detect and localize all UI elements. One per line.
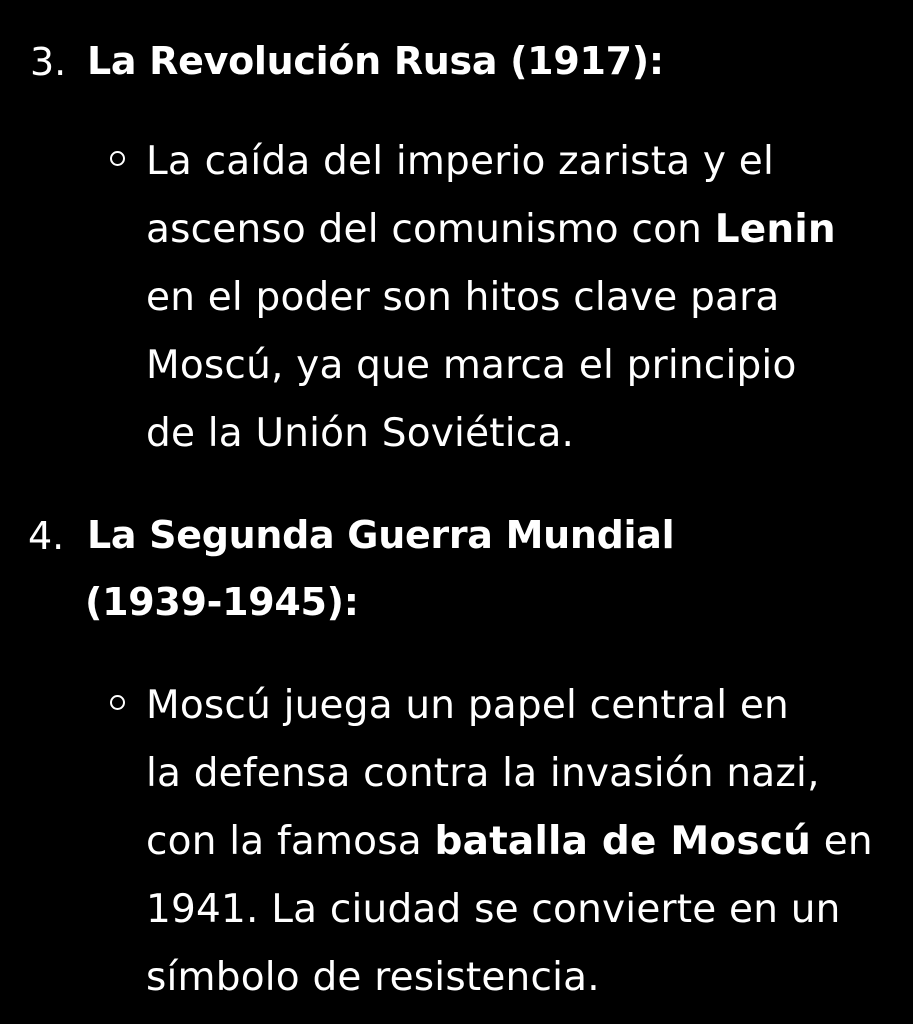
section-heading-continued: (1939-1945): xyxy=(85,580,359,624)
bullet-circle-icon xyxy=(110,695,125,710)
list-number: 4. xyxy=(28,514,65,558)
bullet-text-line: 1941. La ciudad se convierte en un xyxy=(146,887,841,932)
bullet-text-line: con la famosa batalla de Moscú en xyxy=(146,819,873,864)
bullet-text-line: Moscú juega un papel central en xyxy=(146,683,789,728)
bullet-text-line: ascenso del comunismo con Lenin xyxy=(146,207,836,252)
bullet-text-line: en el poder son hitos clave para xyxy=(146,275,780,320)
bold-term: batalla de Moscú xyxy=(434,819,812,864)
bullet-text-line: La caída del imperio zarista y el xyxy=(146,139,774,184)
bullet-text-line: de la Unión Soviética. xyxy=(146,411,575,456)
bold-term: Lenin xyxy=(714,207,836,252)
section-heading: La Segunda Guerra Mundial xyxy=(87,513,675,557)
bullet-text-line: la defensa contra la invasión nazi, xyxy=(146,751,820,796)
list-number: 3. xyxy=(30,40,67,84)
bullet-text-line: símbolo de resistencia. xyxy=(146,955,600,1000)
section-heading: La Revolución Rusa (1917): xyxy=(87,39,664,83)
bullet-circle-icon xyxy=(110,151,125,166)
bullet-text-line: Moscú, ya que marca el principio xyxy=(146,343,797,388)
